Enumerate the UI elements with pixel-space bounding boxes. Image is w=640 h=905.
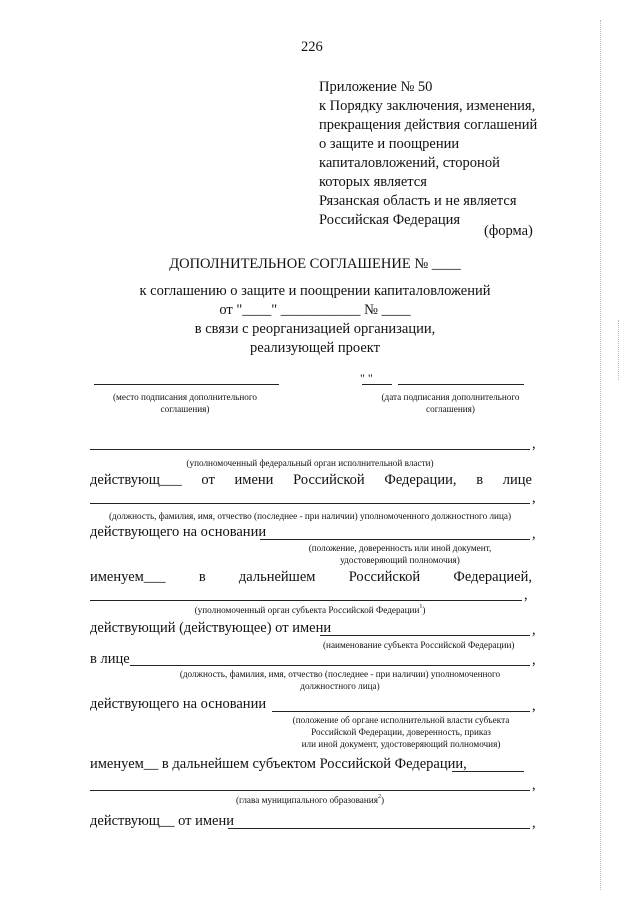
heading-line: в связи с реорганизацией организации, bbox=[194, 321, 436, 337]
subject-name-line bbox=[320, 635, 530, 636]
comma: , bbox=[532, 652, 536, 668]
heading-line: реализующей проект bbox=[250, 340, 380, 356]
comma: , bbox=[532, 815, 536, 831]
acting-word: Федерации, bbox=[384, 472, 457, 488]
named-word: именуем___ bbox=[90, 569, 166, 585]
municipal-caption: (глава муниципального образования$^2$) bbox=[235, 794, 384, 805]
comma: , bbox=[532, 526, 536, 542]
comma: , bbox=[532, 777, 536, 793]
acting-word: лице bbox=[502, 472, 532, 488]
named-subject-label: именуем__ в дальнейшем субъектом Российской Федерации, bbox=[90, 756, 467, 772]
official2-caption-line: должностного лица) bbox=[300, 681, 380, 691]
acting-row bbox=[90, 471, 532, 490]
footnote-marker: 2 bbox=[377, 794, 381, 800]
date-day-line bbox=[362, 384, 392, 385]
appendix-line: которых является bbox=[319, 174, 427, 190]
basis-caption bbox=[270, 542, 530, 566]
basis-caption-line: удостоверяющий полномочия) bbox=[340, 555, 460, 565]
acting-word: Российской bbox=[293, 472, 365, 488]
page-number: 226 bbox=[301, 39, 323, 55]
heading-title: ДОПОЛНИТЕЛЬНОЕ СОГЛАШЕНИЕ № ____ bbox=[169, 256, 461, 272]
subject-body-line bbox=[90, 600, 522, 601]
appendix-line: капиталовложений, стороной bbox=[319, 155, 500, 171]
subject-body-caption-text: (уполномоченный орган субъекта Российской Федерации bbox=[194, 605, 420, 615]
official-caption: (должность, фамилия, имя, отчество (последнее - при наличии) уполномоченного должностного лица) bbox=[108, 511, 512, 521]
official2-caption-line: (должность, фамилия, имя, отчество (последнее - при наличии) уполномоченного bbox=[179, 669, 501, 679]
acting-from-line bbox=[228, 828, 530, 829]
appendix-line: прекращения действия соглашений bbox=[319, 117, 538, 133]
acting-word: действующ___ bbox=[90, 472, 182, 488]
in-person-label: в лице bbox=[90, 651, 130, 667]
acting-word: имени bbox=[234, 472, 274, 488]
form-label: (форма) bbox=[484, 223, 533, 239]
named-row bbox=[90, 568, 532, 587]
basis2-caption-line: (положение об органе исполнительной власти субъекта bbox=[292, 715, 510, 725]
named-subject-line bbox=[452, 771, 524, 772]
official2-line bbox=[130, 665, 530, 666]
named-word: дальнейшем bbox=[238, 569, 316, 585]
comma: , bbox=[524, 587, 528, 603]
date-line bbox=[398, 384, 524, 385]
basis2-caption-line: Российской Федерации, доверенность, приказ bbox=[311, 727, 491, 737]
appendix-line: о защите и поощрении bbox=[319, 136, 460, 152]
place-line bbox=[94, 384, 279, 385]
acting-basis-label: действующего на основании bbox=[90, 524, 267, 540]
acting-from-label: действующ__ от имени bbox=[90, 813, 234, 829]
scan-edge-artifact bbox=[600, 20, 601, 890]
scan-edge-artifact bbox=[618, 320, 619, 380]
comma: , bbox=[532, 698, 536, 714]
date-caption: (дата подписания дополнительного соглашения) bbox=[381, 392, 520, 414]
basis-line bbox=[260, 539, 530, 540]
municipal-caption-text: (глава муниципального образования bbox=[235, 795, 378, 805]
acting-word: в bbox=[476, 472, 484, 488]
named-word: в bbox=[198, 569, 206, 585]
date-quotes: " " bbox=[360, 371, 373, 385]
appendix-block bbox=[319, 78, 537, 230]
subject-name-caption: (наименование субъекта Российской Федерации) bbox=[323, 640, 515, 650]
heading-line: от "____" ___________ № ____ bbox=[219, 302, 411, 318]
comma: , bbox=[532, 490, 536, 506]
official2-caption bbox=[150, 668, 530, 692]
fed-body-line bbox=[90, 449, 530, 450]
basis-caption-line: (положение, доверенность или иной документ, bbox=[308, 543, 492, 553]
fed-body-caption: (уполномоченный федеральный орган исполнительной власти) bbox=[186, 458, 434, 468]
municipal-line bbox=[90, 790, 530, 791]
acting-subject-label: действующий (действующее) от имени bbox=[90, 620, 332, 636]
document-heading bbox=[90, 255, 540, 358]
subject-body-caption: (уполномоченный орган субъекта Российской Федерации$^1$) bbox=[194, 604, 426, 615]
place-caption: (место подписания дополнительного соглашения) bbox=[112, 392, 257, 414]
heading-line: к соглашению о защите и поощрении капиталовложений bbox=[139, 283, 491, 299]
appendix-line: Российская Федерация bbox=[319, 212, 461, 228]
basis2-caption bbox=[272, 714, 530, 750]
appendix-line: Приложение № 50 bbox=[319, 79, 433, 95]
footnote-marker: 1 bbox=[419, 604, 423, 610]
named-word: Российской bbox=[348, 569, 421, 585]
basis2-caption-line: или иной документ, удостоверяющий полномочия) bbox=[301, 739, 501, 749]
comma: , bbox=[532, 436, 536, 452]
appendix-line: к Порядку заключения, изменения, bbox=[319, 98, 536, 114]
appendix-line: Рязанская область и не является bbox=[319, 193, 517, 209]
comma: , bbox=[532, 622, 536, 638]
basis2-line bbox=[272, 711, 530, 712]
acting-basis2-label: действующего на основании bbox=[90, 696, 267, 712]
official-line bbox=[90, 503, 530, 504]
acting-word: от bbox=[201, 472, 215, 488]
named-word: Федерацией, bbox=[453, 569, 532, 585]
